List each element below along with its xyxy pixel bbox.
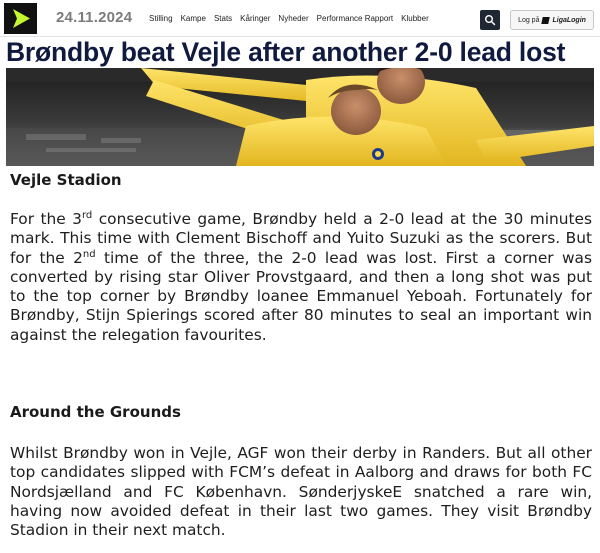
match-date: 24.11.2024 xyxy=(56,9,133,26)
ligalogin-brand: LigaLogin xyxy=(552,16,586,24)
article-title: Brøndby beat Vejle after another 2-0 lead lost xyxy=(6,37,566,67)
search-button[interactable] xyxy=(480,10,500,30)
section-heading-vejle-stadion: Vejle Stadion xyxy=(10,171,122,189)
nav-item-karinger[interactable]: Kåringer xyxy=(240,14,271,23)
nav-item-nyheder[interactable]: Nyheder xyxy=(278,14,309,23)
paragraph-around-the-grounds: Whilst Brøndby won in Vejle, AGF won their derby in Randers. But all other top candidates slipped with FCM’s defeat in Aalborg and draws for both FC Nordsjælland and FC København. SønderjyskeE snatched a rare win, having now avoided defeat in their last two games. They visit Brøndby Stadion in their next match. xyxy=(10,444,592,540)
nav-item-kampe[interactable]: Kampe xyxy=(180,14,206,23)
celebrating-players-image xyxy=(6,68,594,166)
paragraph-text-part: consecutive game, Brøndby held a 2-0 lead at the 30 minutes mark. This time with Clement Bischoff and Yuito Suzuki as the scorers. But for the 2 xyxy=(10,210,592,267)
hero-image xyxy=(6,68,594,166)
site-logo[interactable] xyxy=(4,3,37,34)
paragraph-match-report xyxy=(10,210,592,345)
ligalogin-icon xyxy=(542,17,550,24)
ordinal-suffix: nd xyxy=(82,248,96,260)
section-heading-around-the-grounds: Around the Grounds xyxy=(10,403,181,421)
ordinal-suffix: rd xyxy=(81,209,93,221)
nav-item-stats[interactable]: Stats xyxy=(213,14,233,23)
nav-item-klubber[interactable]: Klubber xyxy=(401,14,429,23)
paragraph-text-part: For the 3 xyxy=(10,210,82,228)
main-nav xyxy=(149,14,437,23)
logo-mark-icon xyxy=(4,3,37,34)
login-label: Log på xyxy=(518,16,540,24)
login-button[interactable] xyxy=(510,10,594,30)
nav-item-performance-rapport[interactable]: Performance Rapport xyxy=(316,14,394,23)
search-icon xyxy=(484,14,496,26)
top-navigation-bar xyxy=(0,0,600,37)
paragraph-text-part: time of the three, the 2-0 lead was lost. First a corner was converted by rising star Oliver Provstgaard, and then a long shot was put to the top corner by Brøndby loanee Emmanuel Yeboah. Fortunately for Brøndby, Stijn Spierings scored after 80 minutes to seal an important win against the relegation favourites. xyxy=(10,248,592,344)
nav-item-stilling[interactable]: Stilling xyxy=(149,14,173,23)
